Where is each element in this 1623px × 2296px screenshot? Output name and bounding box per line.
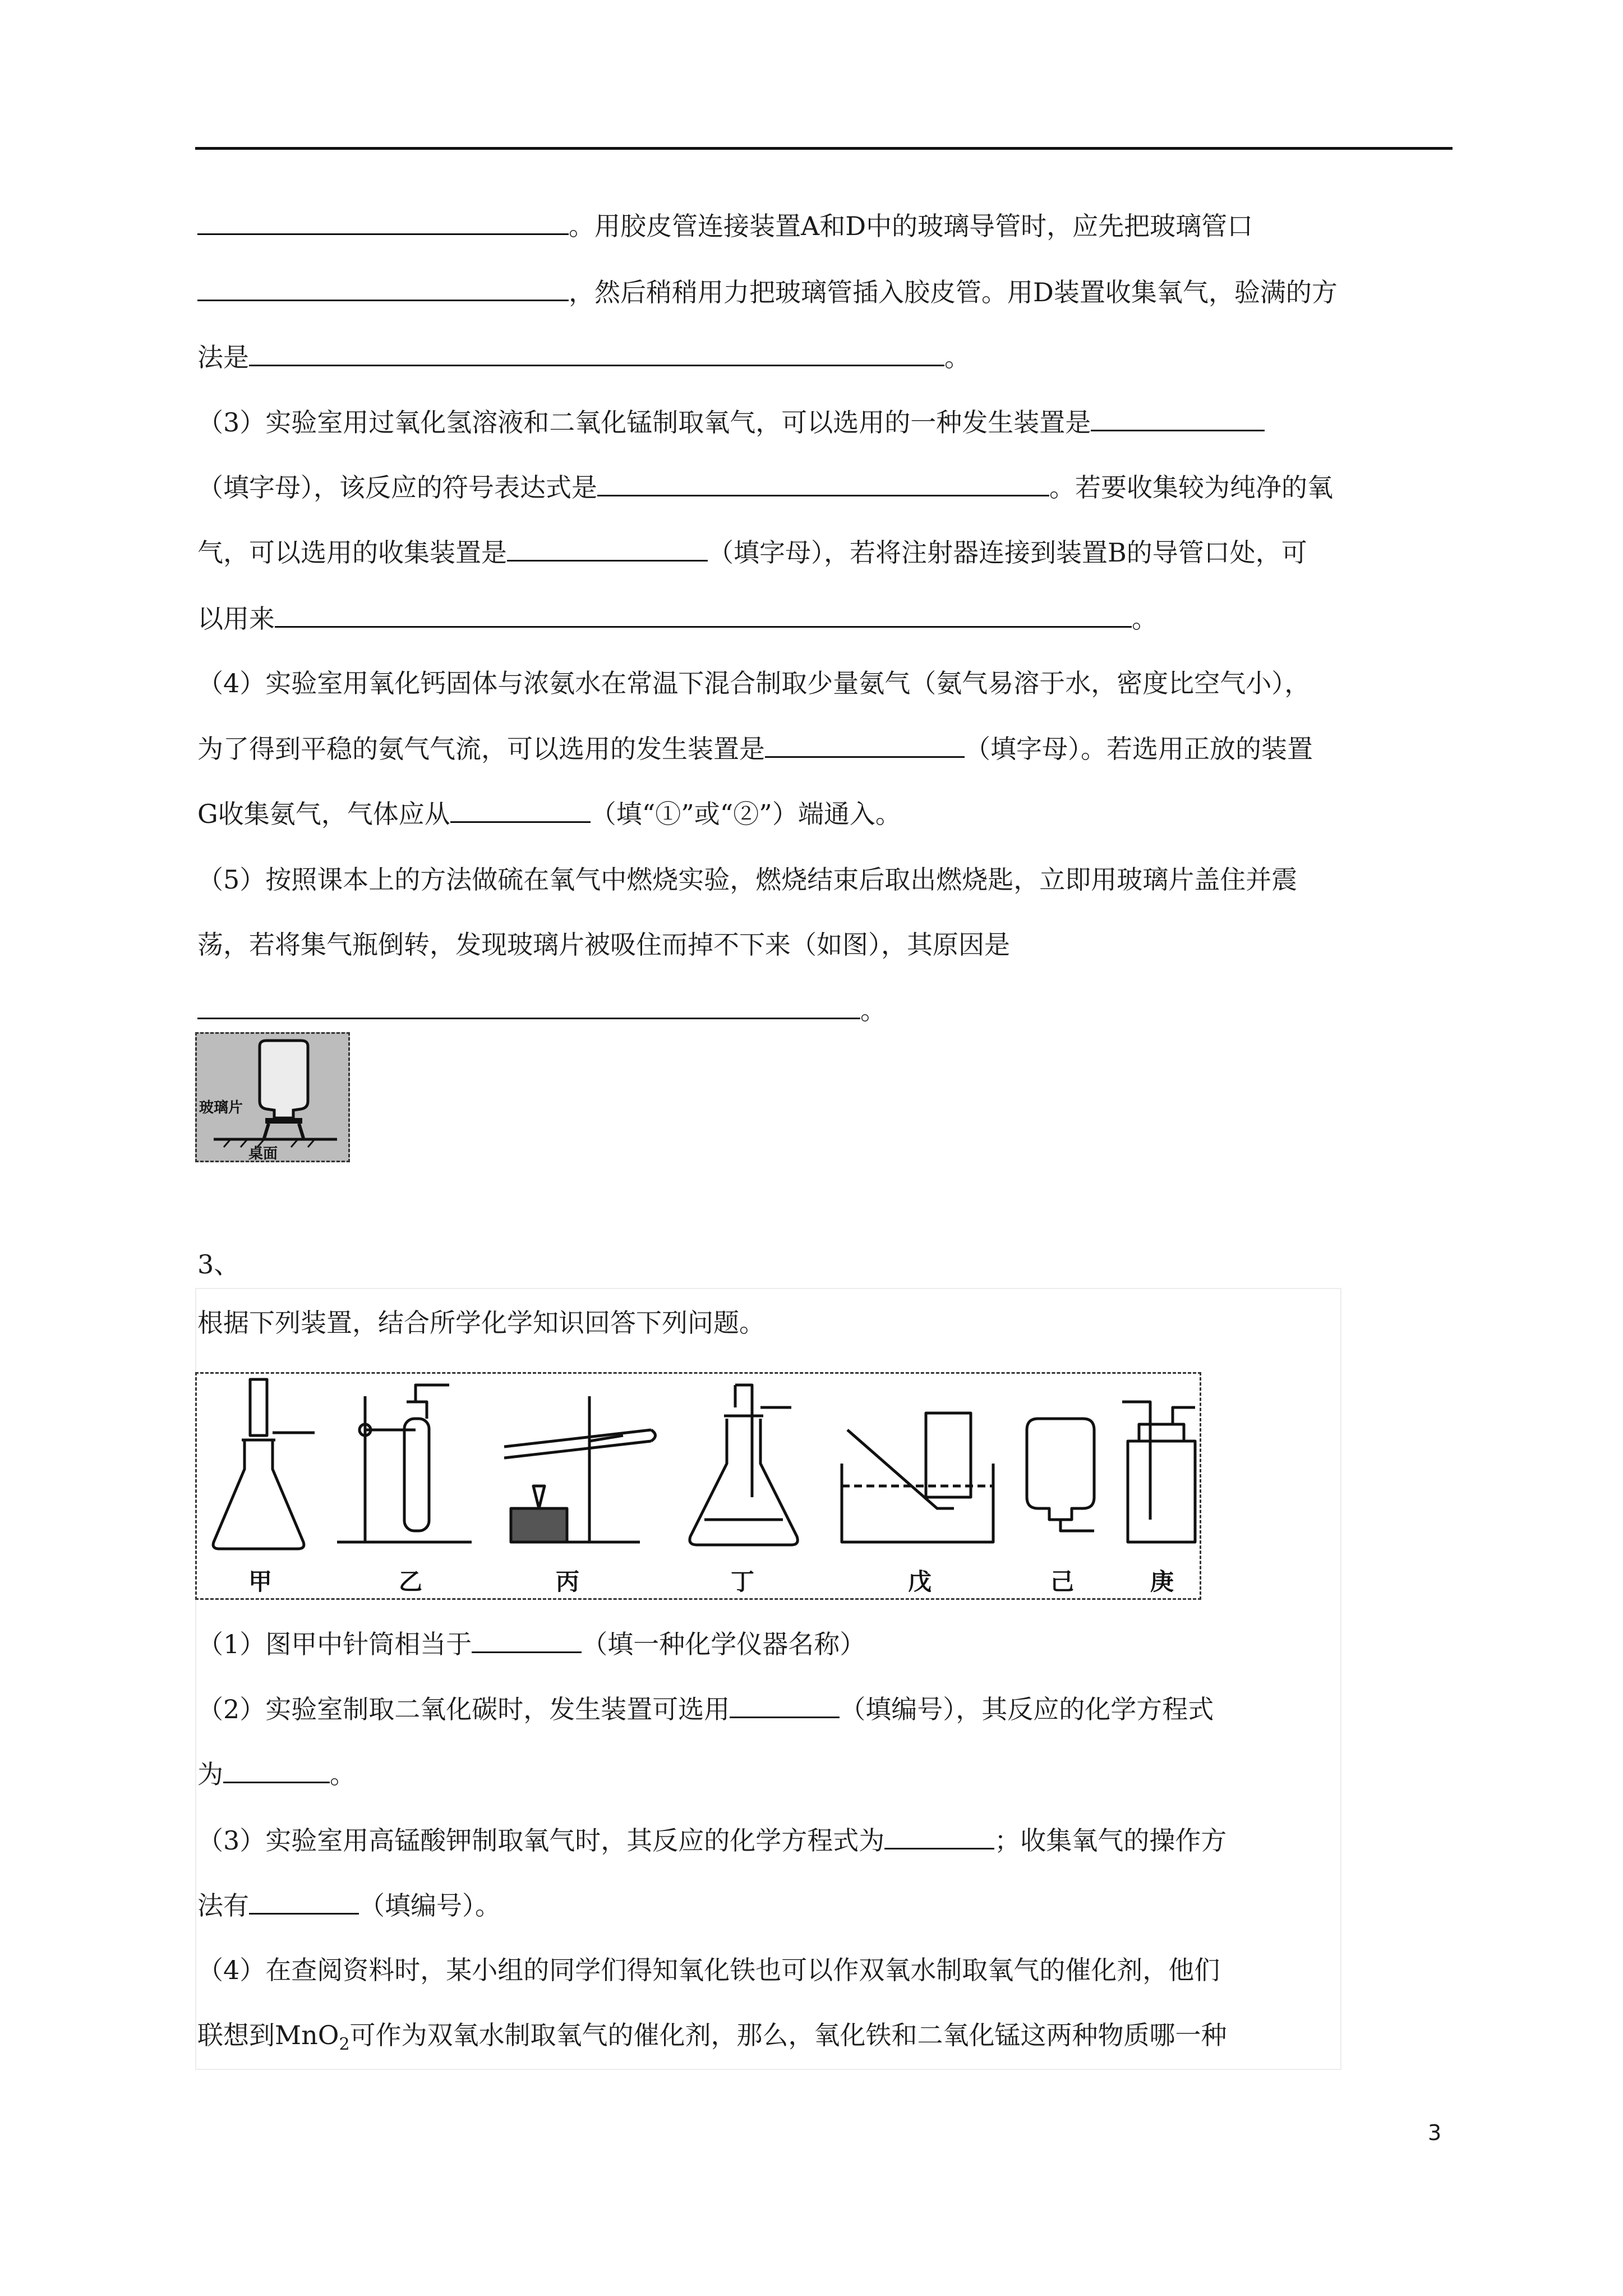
text-line-10: G收集氨气，气体应从 （填“①”或“②”）端通入。 bbox=[197, 797, 901, 831]
label-glass-plate: 玻璃片 bbox=[199, 1099, 243, 1116]
q3-sub2b: 为 。 bbox=[197, 1757, 356, 1791]
q3-sub3a: （3）实验室用高锰酸钾制取氧气时，其反应的化学方程式为 ；收集氧气的操作方 bbox=[197, 1823, 1227, 1857]
text-line-2: ，然后稍稍用力把玻璃管插入胶皮管。用D装置收集氧气，验满的方 bbox=[197, 275, 1338, 309]
answer-blank[interactable] bbox=[275, 601, 1132, 628]
text-line-9: 为了得到平稳的氨气气流，可以选用的发生装置是 （填字母）。若选用正放的装置 bbox=[197, 731, 1313, 766]
answer-blank[interactable] bbox=[450, 797, 591, 823]
apparatus-label-jia: 甲 bbox=[248, 1568, 273, 1595]
q3-sub3b: 法有 （填编号）。 bbox=[197, 1888, 501, 1922]
question-number: 3、 bbox=[197, 1249, 240, 1280]
answer-blank[interactable] bbox=[197, 275, 569, 301]
apparatus-label-geng: 庚 bbox=[1150, 1568, 1174, 1595]
text-line-7: 以用来 。 bbox=[197, 601, 1158, 636]
answer-blank[interactable] bbox=[249, 1888, 359, 1915]
label-table: 桌面 bbox=[248, 1145, 278, 1161]
answer-blank[interactable] bbox=[597, 470, 1049, 496]
answer-blank[interactable] bbox=[223, 1757, 330, 1783]
q3-intro: 根据下列装置，结合所学化学知识回答下列问题。 bbox=[197, 1308, 765, 1338]
text-line-8: （4）实验室用氧化钙固体与浓氨水在常温下混合制取少量氨气（氨气易溶于水，密度比空气小）， bbox=[197, 668, 1311, 698]
q3-sub4a: （4）在查阅资料时，某小组的同学们得知氧化铁也可以作双氧水制取氧气的催化剂，他们 bbox=[197, 1955, 1220, 1985]
apparatus-label-wu: 戊 bbox=[908, 1568, 932, 1595]
answer-blank[interactable] bbox=[507, 535, 708, 562]
answer-blank[interactable] bbox=[1091, 405, 1265, 431]
apparatus-label-bing: 丙 bbox=[556, 1568, 580, 1595]
answer-blank[interactable] bbox=[197, 993, 860, 1019]
text-line-4: （3）实验室用过氧化氢溶液和二氧化锰制取氧气，可以选用的一种发生装置是 bbox=[197, 405, 1265, 439]
answer-blank[interactable] bbox=[472, 1627, 582, 1653]
answer-blank[interactable] bbox=[249, 340, 944, 366]
text-line-6: 气，可以选用的收集装置是 （填字母），若将注射器连接到装置B的导管口处，可 bbox=[197, 535, 1307, 569]
text-line-3: 法是 。 bbox=[197, 340, 970, 374]
q3-sub1: （1）图甲中针筒相当于 （填一种化学仪器名称） bbox=[197, 1627, 865, 1661]
q3-sub2a: （2）实验室制取二氧化碳时，发生装置可选用 （填编号），其反应的化学方程式 bbox=[197, 1692, 1214, 1726]
answer-blank[interactable] bbox=[730, 1692, 840, 1718]
answer-blank[interactable] bbox=[765, 731, 965, 758]
apparatus-drawing bbox=[197, 1374, 1200, 1598]
inverted-jar-figure bbox=[195, 1032, 350, 1162]
answer-blank[interactable] bbox=[197, 209, 569, 235]
apparatus-label-ding: 丁 bbox=[731, 1568, 755, 1595]
q3-sub4b: 联想到MnO$_2$可作为双氧水制取氧气的催化剂，那么，氧化铁和二氧化锰这两种物质哪一种 bbox=[197, 2020, 1227, 2054]
answer-blank[interactable] bbox=[884, 1823, 994, 1849]
text-line-5: （填字母），该反应的符号表达式是 。若要收集较为纯净的氧 bbox=[197, 470, 1333, 504]
apparatus-label-ji: 己 bbox=[1050, 1568, 1075, 1595]
page-number: 3 bbox=[1428, 2120, 1442, 2145]
inverted-jar-drawing bbox=[197, 1034, 348, 1161]
apparatus-figure bbox=[195, 1372, 1201, 1600]
header-rule bbox=[195, 147, 1453, 150]
text-line-11: （5）按照课本上的方法做硫在氧气中燃烧实验，燃烧结束后取出燃烧匙，立即用玻璃片盖住并震 bbox=[197, 864, 1298, 895]
text-line-12: 荡，若将集气瓶倒转，发现玻璃片被吸住而掉不下来（如图），其原因是 bbox=[197, 930, 1010, 960]
text-line-1: 。用胶皮管连接装置A和D中的玻璃导管时，应先把玻璃管口 bbox=[197, 209, 1253, 243]
text-line-13: 。 bbox=[197, 993, 886, 1027]
apparatus-label-yi: 乙 bbox=[399, 1568, 423, 1595]
